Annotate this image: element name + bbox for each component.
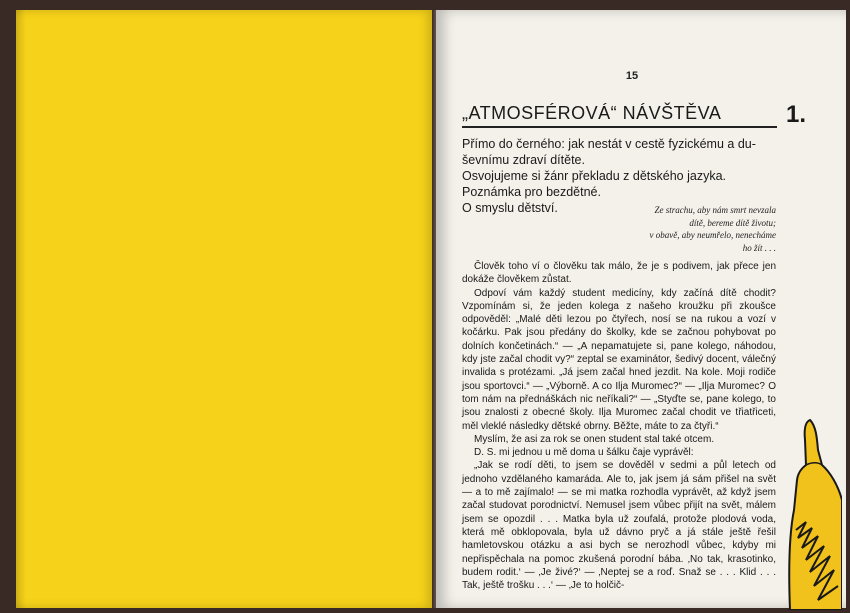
right-text-page — [436, 10, 846, 608]
epigraph-line: ho žít . . . — [742, 242, 776, 253]
epigraph-line: Ze strachu, aby nám smrt nevzala — [654, 205, 776, 215]
epigraph-line: v obavě, aby neumřelo, nenecháme — [649, 230, 776, 240]
summary-line: Poznámka pro bezdětné. — [462, 185, 601, 199]
page-number: 15 — [625, 70, 639, 82]
paragraph: Myslím, že asi za rok se onen student stal také otcem. — [474, 433, 715, 445]
summary-line: O smyslu dětství. — [462, 201, 558, 215]
page-shadow — [16, 10, 26, 608]
paragraph: D. S. mi jednou u mě doma u šálku čaje vyprávěl: — [474, 447, 694, 459]
body-text — [462, 260, 776, 592]
paragraph: Odpoví vám každý student medicíny, kdy začíná dítě chodit? Vzpomínám si, že jeden kolega z našeho kroužku při zkoušce odpověděl: „Malé děti lezou po čtyřech, nosí se na rukou a vozí v kočárku. Pak jsou předány do školky, kde se začnou pohybovat po dolních končetinách.“ — „A nepamatujete si, pane kolego, náhodou, kdy jste začal chodit vy?“ zeptal se examinátor, šedivý docent, válečný invalida s protézami. „Já jsem začal hned jezdit. Na kole. Moji rodiče jsou sportovci.“ — „Výborně. A co Ilja Muromec?“ — „Ilja Muromec? O tom nám na přednáškách nic neříkali?“ — „Styďte se, pane kolego, to jsou znalosti z obecné školy. Ilja Muromec začal chodit ve třiatřiceti, měl vleklé následky dětské obrny. Běžte, máte to za čtyři.“ — [462, 287, 776, 432]
chapter-title: „ATMOSFÉROVÁ“ NÁVŠTĚVA — [462, 103, 722, 123]
title-underline — [462, 126, 777, 128]
epigraph-line: dítě, bereme dítě životu; — [689, 217, 776, 228]
left-yellow-page — [16, 10, 434, 608]
paragraph: „Jak se rodí děti, to jsem se dověděl v sedmi a půl letech od jednoho vzdělaného kamaráda. Ale to, jak jsem já sám přišel na svět — a to mě zajímalo! — se mi matka rozhodla vyprávět, až když jsem začal studovat porodnictví. Nemusel jsem vůbec přijít na svět, málem jsem se opozdil . . . Matka byla už zoufalá, protože plodová voda, která mě obklopovala, byla už dávno pryč a já stále ještě řešil hamletovskou otázku a asi bych se nerozhodl vůbec, kdyby mi nepřispěchala na pomoc zkušená porodní bába. ‚No tak, krasotinko, budem rodit.‘ — ‚Je živé?‘ — ‚Neptej se a roď. Snaž se . . . Klid . . . Tak, ještě trošku . . .‘ — ‚Je to holčič- — [462, 460, 776, 592]
paragraph: Člověk toho ví o člověku tak málo, že je s podivem, jak přece jen dokáže člověkem zůstat. — [462, 261, 776, 286]
epigraph — [576, 204, 776, 254]
summary-line: Přímo do černého: jak nestát v cestě fyzickému a du- — [462, 137, 756, 151]
chapter-number: 1. — [786, 101, 807, 128]
summary-line: Osvojujeme si žánr překladu z dětského jazyka. — [462, 169, 727, 183]
summary-line: ševnímu zdraví dítěte. — [462, 153, 585, 167]
pointing-hand-illustration — [772, 410, 842, 610]
